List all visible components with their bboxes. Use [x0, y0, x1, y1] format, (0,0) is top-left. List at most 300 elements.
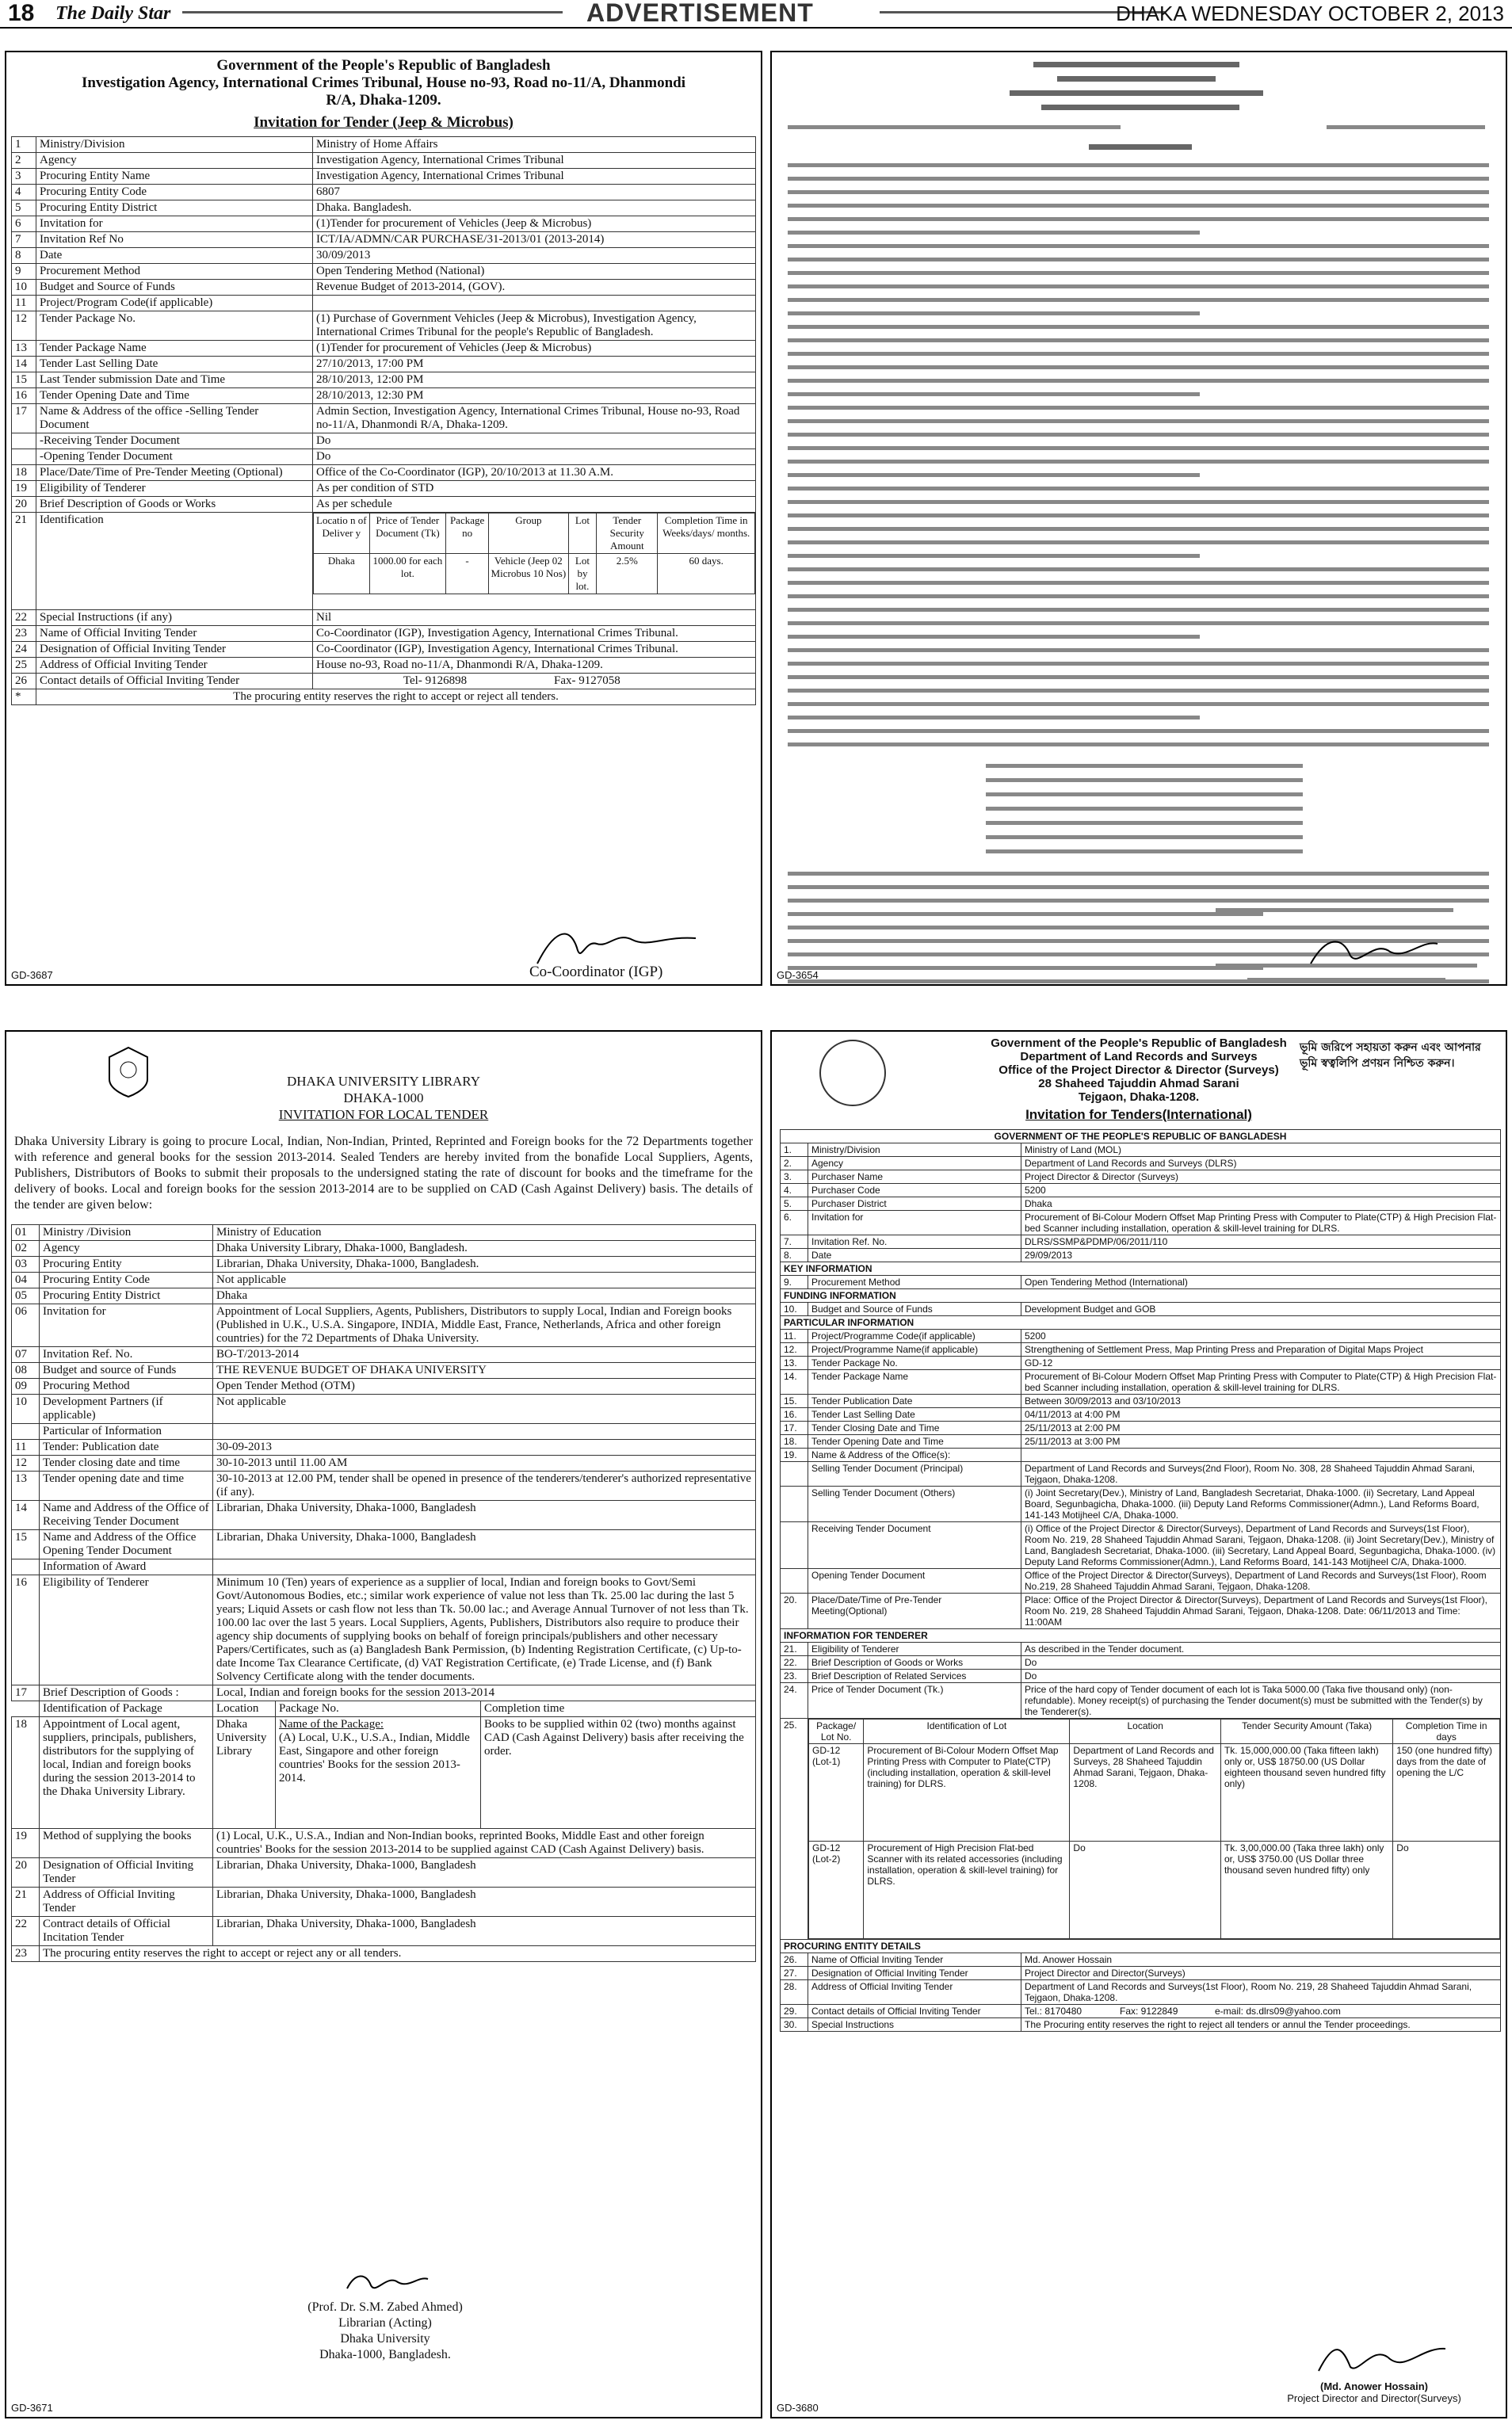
row-number: 08: [12, 1363, 40, 1379]
row-label: Purchaser Code: [808, 1184, 1021, 1197]
row-value: Co-Coordinator (IGP), Investigation Agency, International Crimes Tribunal.: [313, 626, 756, 642]
row-value: Dhaka: [213, 1288, 756, 1304]
ident-value: Dhaka: [314, 554, 370, 594]
row-label: Method of supplying the books: [40, 1829, 213, 1858]
row-label: Name of Official Inviting Tender: [808, 1953, 1021, 1967]
bengali-text-line: [788, 487, 1489, 491]
row-value: Project Director and Director(Surveys): [1021, 1967, 1501, 1980]
bengali-text-line: [986, 778, 1303, 782]
row-label: Development Partners (if applicable): [40, 1395, 213, 1424]
row-number: 24: [12, 642, 36, 658]
row-number: 7: [12, 232, 36, 248]
pkg-header: Package No.: [276, 1701, 481, 1716]
pkg-name-label: Name of the Package:: [279, 1718, 384, 1731]
table-row: [781, 1487, 1501, 1522]
table-row: [12, 465, 756, 481]
ad4-header-line: Office of the Project Director & Director (Surveys): [998, 1063, 1279, 1077]
university-logo-icon: [105, 1044, 152, 1100]
lot-cell: GD-12 (Lot-2): [809, 1842, 864, 1939]
row-value: Dhaka University Library, Dhaka-1000, Bangladesh.: [213, 1241, 756, 1257]
ad-land-records-tender: [770, 1030, 1507, 2418]
table-row: [781, 1184, 1501, 1197]
ad1-note-row: [12, 689, 756, 705]
table-row: [12, 1858, 756, 1888]
row-label: Purchaser Name: [808, 1170, 1021, 1184]
row-value: BO-T/2013-2014: [213, 1347, 756, 1363]
signature: [1311, 2339, 1453, 2379]
row-value: House no-93, Road no-11/A, Dhanmondi R/A, Dhaka-1209.: [313, 658, 756, 674]
gd-number: GD-3671: [11, 2402, 53, 2414]
row-value: [313, 674, 756, 689]
bengali-text-line: [788, 648, 1489, 652]
table-row: [12, 280, 756, 296]
bengali-text-line: [788, 231, 1200, 235]
bengali-text-line: [788, 662, 1489, 666]
bengali-text-line: [788, 177, 1489, 181]
row-label: Invitation Ref No: [36, 232, 313, 248]
row-label: Tender Last Selling Date: [36, 357, 313, 372]
identification-subtable: [313, 513, 755, 594]
bengali-text-line: [1216, 908, 1453, 912]
row-value: 30-10-2013 at 12.00 PM, tender shall be opened in presence of the tenderers/tenderer's authorized representative (if any).: [213, 1472, 756, 1501]
row-label: Opening Tender Document: [808, 1569, 1021, 1594]
ad4-slogan: [1300, 1040, 1498, 1071]
row-label: Contract details of Official Incitation Tender: [40, 1917, 213, 1946]
lot-cell: 150 (one hundred fifty) days from the date of opening the L/C: [1393, 1744, 1500, 1842]
signatory-title: Co-Coordinator (IGP): [529, 964, 663, 980]
row-number: 6.: [781, 1211, 808, 1235]
issue-date: DHAKA WEDNESDAY OCTOBER 2, 2013: [1116, 2, 1504, 25]
row-value: [313, 296, 756, 311]
row-label: Budget and Source of Funds: [808, 1303, 1021, 1316]
row-value: (1)Tender for procurement of Vehicles (Jeep & Microbus): [313, 341, 756, 357]
ad3-tender-table: [11, 1224, 756, 1962]
row-label: Project/Programme Code(if applicable): [808, 1330, 1021, 1343]
table-row: [781, 1670, 1501, 1683]
table-row: [12, 1288, 756, 1304]
row-number: 30.: [781, 2018, 808, 2032]
row-number: 9.: [781, 1276, 808, 1289]
table-row: [12, 296, 756, 311]
ident-value: Lot by lot.: [568, 554, 597, 594]
row-value: 27/10/2013, 17:00 PM: [313, 357, 756, 372]
table-row: [12, 1829, 756, 1858]
row-value: Not applicable: [213, 1273, 756, 1288]
row-number: [781, 1569, 808, 1594]
row-label: Brief Description of Related Services: [808, 1670, 1021, 1683]
bengali-text-line: [788, 446, 1489, 450]
row-number: [12, 449, 36, 465]
table-row: [12, 311, 756, 341]
ident-value: 1000.00 for each lot.: [369, 554, 446, 594]
bengali-text-line: [788, 433, 1489, 437]
bengali-text-line: [788, 406, 1489, 410]
row-number: 19: [12, 481, 36, 497]
table-row: [781, 1967, 1501, 1980]
bengali-text-line: [788, 365, 1489, 369]
row-label: Name and Address of the Office of Receiving Tender Document: [40, 1501, 213, 1530]
row-value: 28/10/2013, 12:30 PM: [313, 388, 756, 404]
row-value: Librarian, Dhaka University, Dhaka-1000, Bangladesh: [213, 1530, 756, 1559]
table-row: [781, 1449, 1501, 1462]
row-value: Procurement of Bi-Colour Modern Offset Map Printing Press with Computer to Plate(CTP) & High Precision Flat-bed Scanner including installation, operation & skill-level training for DLRS.: [1021, 1211, 1501, 1235]
table-row: [12, 200, 756, 216]
table-row: [781, 1522, 1501, 1569]
row-label: Project/Programme Name(if applicable): [808, 1343, 1021, 1357]
ident-header: Tender Security Amount: [597, 513, 658, 554]
bengali-text-line: [986, 764, 1303, 768]
tel-number: Tel- 9126898: [403, 674, 468, 687]
bengali-text-line: [788, 675, 1489, 679]
row-value: Md. Anower Hossain: [1021, 1953, 1501, 1967]
row-number: 05: [12, 1288, 40, 1304]
row-label: Tender Package Name: [36, 341, 313, 357]
row-number: 13: [12, 1472, 40, 1501]
row-number: 01: [12, 1225, 40, 1241]
email-address: e-mail: ds.dlrs09@yahoo.com: [1215, 2006, 1341, 2017]
ad4-header-line: Tejgaon, Dhaka-1208.: [1078, 1090, 1200, 1104]
row-number: 21: [12, 1888, 40, 1917]
bengali-text-line: [986, 849, 1303, 853]
row-number: 8: [12, 248, 36, 264]
row-number: 13.: [781, 1357, 808, 1370]
row-label: Brief Description of Goods or Works: [808, 1656, 1021, 1670]
ad3-title: INVITATION FOR LOCAL TENDER: [278, 1107, 489, 1122]
table-row: [781, 1330, 1501, 1343]
pkg-details: [213, 1717, 756, 1829]
lot-cell: Do: [1393, 1842, 1500, 1939]
row-value: 04/11/2013 at 4:00 PM: [1021, 1408, 1501, 1422]
row-value: Between 30/09/2013 and 03/10/2013: [1021, 1395, 1501, 1408]
table-row: [12, 232, 756, 248]
row-number: 04: [12, 1273, 40, 1288]
row-number: 11: [12, 296, 36, 311]
bengali-text-line: [788, 190, 1489, 194]
row-number: [12, 1701, 40, 1717]
lot-table-cell: [808, 1719, 1501, 1940]
table-row: [12, 1530, 756, 1559]
row-label: Address of Official Inviting Tender: [36, 658, 313, 674]
row-number: [781, 1487, 808, 1522]
row-label: Ministry/Division: [808, 1143, 1021, 1157]
row-value: 30-09-2013: [213, 1440, 756, 1456]
lot-cell: Do: [1070, 1842, 1221, 1939]
row-value: Ministry of Home Affairs: [313, 137, 756, 153]
row-label: Purchaser District: [808, 1197, 1021, 1211]
table-row: [12, 404, 756, 433]
ad3-note-row: [12, 1946, 756, 1962]
table-row: [12, 626, 756, 642]
row-value: Dhaka. Bangladesh.: [313, 200, 756, 216]
table-row: [781, 1316, 1501, 1330]
section-heading: INFORMATION FOR TENDERER: [781, 1629, 1501, 1643]
row-label: Tender Package No.: [36, 311, 313, 341]
pkg-completion: Books to be supplied within 02 (two) months against CAD (Cash Against Delivery) basis after receiving the order.: [481, 1717, 756, 1828]
table-row: [12, 372, 756, 388]
ad1-identification-row: [12, 513, 756, 610]
bengali-text-line: [788, 912, 1263, 916]
bengali-text-line: [788, 311, 1200, 315]
row-number: 8.: [781, 1249, 808, 1262]
slogan-line: ভূমি স্বত্বলিপি প্রণয়ন নিশ্চিত করুন।: [1300, 1057, 1455, 1070]
row-label: Tender: Publication date: [40, 1440, 213, 1456]
row-number: 17: [12, 404, 36, 433]
row-label: Tender Opening Date and Time: [808, 1435, 1021, 1449]
section-heading: PROCURING ENTITY DETAILS: [781, 1940, 1501, 1953]
row-label: Agency: [36, 153, 313, 169]
bengali-text-line: [788, 885, 1489, 889]
table-row: [12, 388, 756, 404]
ident-value: Vehicle (Jeep 02 Microbus 10 Nos): [489, 554, 569, 594]
row-value: [213, 1559, 756, 1575]
bengali-text-line: [788, 338, 1489, 342]
ident-value: 60 days.: [658, 554, 755, 594]
bengali-text-line: [788, 608, 1489, 612]
bengali-text-line: [788, 742, 1489, 746]
pkg-header: Location: [216, 1702, 259, 1715]
row-value: Open Tendering Method (National): [313, 264, 756, 280]
row-number: 6: [12, 216, 36, 232]
row-number: 18.: [781, 1435, 808, 1449]
bengali-text-line: [788, 271, 1489, 275]
table-row: [12, 264, 756, 280]
table-row: [781, 1235, 1501, 1249]
row-number: 10: [12, 280, 36, 296]
bengali-text-line: [788, 899, 1489, 903]
pkg-identification: Appointment of Local agent, suppliers, principals, publishers, distributors for the supplying of local, Indian and foreign books during the session 2013-2014 to the Dhaka University Library.: [40, 1717, 213, 1829]
row-value: Dhaka: [1021, 1197, 1501, 1211]
ad4-contact-row: [781, 2005, 1501, 2018]
bengali-text-line: [1247, 978, 1445, 982]
lot-table: [808, 1719, 1500, 1939]
table-row: [12, 1685, 756, 1701]
ad-tender-jeep-microbus: [5, 51, 762, 986]
table-row: [781, 1211, 1501, 1235]
row-label: Eligibility of Tenderer: [808, 1643, 1021, 1656]
row-value: 5200: [1021, 1330, 1501, 1343]
table-row: [781, 1435, 1501, 1449]
row-number: 15: [12, 1530, 40, 1559]
bengali-text-line: [788, 244, 1489, 248]
row-number: 14: [12, 357, 36, 372]
row-value: 30/09/2013: [313, 248, 756, 264]
bengali-text-line: [788, 125, 1121, 129]
row-number: [12, 433, 36, 449]
row-label: Name & Address of the Office(s):: [808, 1449, 1021, 1462]
row-value: Revenue Budget of 2013-2014, (GOV).: [313, 280, 756, 296]
ad1-tender-table: [11, 136, 756, 705]
row-number: 10.: [781, 1303, 808, 1316]
pkg-name-text: (A) Local, U.K., U.S.A., Indian, Middle East, Singapore and other foreign countries' Books for the session 2013-2014.: [279, 1731, 470, 1785]
row-number: 1.: [781, 1143, 808, 1157]
row-value: 5200: [1021, 1184, 1501, 1197]
row-label: Invitation for: [808, 1211, 1021, 1235]
table-row: [12, 497, 756, 513]
row-label: Procuring Entity Code: [36, 185, 313, 200]
row-value: 25/11/2013 at 3:00 PM: [1021, 1435, 1501, 1449]
table-row: [12, 449, 756, 465]
ad3-header-line: DHAKA-1000: [343, 1090, 424, 1105]
lot-cell: Tk. 15,000,000.00 (Taka fifteen lakh) only or, US$ 18750.00 (US Dollar eighteen thousand seven hundred fifty only): [1220, 1744, 1392, 1842]
row-value: (i) Office of the Project Director & Director(Surveys), Department of Land Records and Surveys(1st Floor), Room No. 219, 28 Shaheed Tajuddin Ahmad Sarani, Tejgaon, Dhaka-1208. (ii) Joint Secretary(Dev.), Ministry of Land, Bangladesh Secretariat, Dhaka-1000. (iii) Secretary, Land Appeal Board, Segunbagicha, Dhaka-1000. (iv) Deputy Land Reforms Commissioner(Admn.), Land Reforms Board, 141-143 Motijheel C/A, Dhaka-1000.: [1021, 1522, 1501, 1569]
bengali-text-line: [788, 581, 1489, 585]
table-row: [781, 1408, 1501, 1422]
signatory-name: (Prof. Dr. S.M. Zabed Ahmed): [307, 2300, 463, 2314]
bengali-text-line: [1089, 144, 1192, 150]
ad4-title: Invitation for Tenders(International): [1025, 1107, 1252, 1122]
row-value: The Procuring entity reserves the right to reject all tenders or annul the Tender proceedings.: [1021, 2018, 1501, 2032]
page-number: 18: [8, 0, 35, 26]
row-number: [781, 1462, 808, 1487]
row-label: Budget and Source of Funds: [36, 280, 313, 296]
bengali-text-line: [788, 473, 1200, 477]
bengali-text-line: [788, 204, 1489, 208]
row-label: Eligibility of Tenderer: [36, 481, 313, 497]
row-number: 24.: [781, 1683, 808, 1719]
lot-header: Completion Time in days: [1393, 1720, 1500, 1744]
row-number: 18: [12, 1717, 40, 1829]
row-number: 20.: [781, 1594, 808, 1629]
row-number: 15.: [781, 1395, 808, 1408]
bengali-text-line: [788, 926, 1489, 930]
section-heading: FUNDING INFORMATION: [781, 1289, 1501, 1303]
ident-header: Price of Tender Document (Tk): [369, 513, 446, 554]
bengali-text-line: [1010, 90, 1263, 96]
masthead-divider: [0, 27, 1512, 29]
table-row: [12, 248, 756, 264]
table-row: [781, 1157, 1501, 1170]
row-label: Invitation for: [36, 216, 313, 232]
row-label: Procuring Entity Name: [36, 169, 313, 185]
ident-header: Locatio n of Deliver y: [314, 513, 370, 554]
row-number: 7.: [781, 1235, 808, 1249]
bengali-text-line: [788, 689, 1489, 693]
row-label: Place/Date/Time of Pre-Tender Meeting (Optional): [36, 465, 313, 481]
section-title: ADVERTISEMENT: [586, 0, 814, 27]
ad1-header-line: Investigation Agency, International Crimes Tribunal, House no-93, Road no-11/A, Dhanmondi: [81, 74, 686, 91]
row-number: 12.: [781, 1343, 808, 1357]
ad1-header-line: R/A, Dhaka-1209.: [326, 92, 441, 109]
row-label: Budget and source of Funds: [40, 1363, 213, 1379]
table-row: [781, 1656, 1501, 1670]
row-value: Librarian, Dhaka University, Dhaka-1000, Bangladesh.: [213, 1257, 756, 1273]
table-row: [12, 1225, 756, 1241]
bengali-text-line: [788, 460, 1489, 464]
row-number: 16: [12, 388, 36, 404]
row-label: Procuring Entity District: [40, 1288, 213, 1304]
table-row: [12, 1241, 756, 1257]
bengali-text-line: [788, 284, 1489, 288]
table-row: [781, 1357, 1501, 1370]
bengali-text-line: [788, 217, 1489, 221]
row-number: 22: [12, 610, 36, 626]
row-number: 17.: [781, 1422, 808, 1435]
row-label: Last Tender submission Date and Time: [36, 372, 313, 388]
table-row: [781, 1422, 1501, 1435]
row-label: Brief Description of Goods :: [40, 1685, 213, 1701]
row-label: Information of Award: [40, 1559, 213, 1575]
row-number: 1: [12, 137, 36, 153]
row-value: [1021, 2005, 1501, 2018]
table-row: [781, 1594, 1501, 1629]
row-number: 17: [12, 1685, 40, 1701]
row-label: Eligibility of Tenderer: [40, 1575, 213, 1685]
row-label: Invitation for: [40, 1304, 213, 1347]
lot-cell: Procurement of Bi-Colour Modern Offset Map Printing Press with Computer to Plate(CTP)(including installation, operation & skill-level training) for DLRS.: [864, 1744, 1070, 1842]
bengali-text-line: [1041, 105, 1239, 110]
row-value: Open Tendering Method (International): [1021, 1276, 1501, 1289]
row-value: As per schedule: [313, 497, 756, 513]
ad4-special-row: [781, 2018, 1501, 2032]
fax-number: Fax: 9122849: [1120, 2006, 1178, 2017]
row-number: 03: [12, 1257, 40, 1273]
table-row: [12, 185, 756, 200]
table-row: [781, 1249, 1501, 1262]
row-label: Ministry /Division: [40, 1225, 213, 1241]
row-value: Office of the Co-Coordinator (IGP), 20/10/2013 at 11.30 A.M.: [313, 465, 756, 481]
row-value: Ministry of Education: [213, 1225, 756, 1241]
table-row: [781, 1643, 1501, 1656]
row-value: Open Tender Method (OTM): [213, 1379, 756, 1395]
bengali-text-line: [1057, 76, 1216, 82]
row-label: Receiving Tender Document: [808, 1522, 1021, 1569]
signature: [1303, 932, 1445, 972]
row-number: 12: [12, 1456, 40, 1472]
row-value: Strengthening of Settlement Press, Map Printing Press and Preparation of Digital Maps Project: [1021, 1343, 1501, 1357]
tel-number: Tel.: 8170480: [1025, 2006, 1082, 2017]
row-label: Special Instructions: [808, 2018, 1021, 2032]
table-row: [12, 610, 756, 626]
row-number: 2: [12, 153, 36, 169]
signatory-address: Dhaka-1000, Bangladesh.: [319, 2348, 451, 2361]
bengali-text-line: [788, 163, 1489, 167]
row-number: 2.: [781, 1157, 808, 1170]
signature: [339, 2268, 434, 2296]
row-value: DLRS/SSMP&PDMP/06/2011/110: [1021, 1235, 1501, 1249]
row-number: 4.: [781, 1184, 808, 1197]
row-value: GD-12: [1021, 1357, 1501, 1370]
row-label: Address of Official Inviting Tender: [808, 1980, 1021, 2005]
lot-row: [809, 1842, 1500, 1939]
row-number: 16: [12, 1575, 40, 1685]
row-number: 19.: [781, 1449, 808, 1462]
row-label: Procuring Method: [40, 1379, 213, 1395]
row-value: Librarian, Dhaka University, Dhaka-1000, Bangladesh: [213, 1888, 756, 1917]
row-label: Procuring Entity Code: [40, 1273, 213, 1288]
row-value: (1)Tender for procurement of Vehicles (Jeep & Microbus): [313, 216, 756, 232]
row-label: Name and Address of the Office Opening Tender Document: [40, 1530, 213, 1559]
pkg-location: Dhaka University Library: [216, 1718, 267, 1758]
row-number: 3.: [781, 1170, 808, 1184]
ad1-header-line: Government of the People's Republic of Bangladesh: [216, 57, 551, 74]
row-value: Librarian, Dhaka University, Dhaka-1000, Bangladesh: [213, 1917, 756, 1946]
bengali-text-line: [788, 635, 1200, 639]
row-label: Tender Package No.: [808, 1357, 1021, 1370]
row-number: 09: [12, 1379, 40, 1395]
row-value: (1) Purchase of Government Vehicles (Jeep & Microbus), Investigation Agency, International Crimes Tribunal for the people's Republic of Bangladesh.: [313, 311, 756, 341]
row-value: Project Director & Director (Surveys): [1021, 1170, 1501, 1184]
table-row: [12, 169, 756, 185]
row-label: Contact details of Official Inviting Tender: [36, 674, 313, 689]
row-label: Invitation Ref. No.: [40, 1347, 213, 1363]
government-seal-icon: [819, 1040, 886, 1106]
bengali-text-line: [788, 298, 1489, 302]
row-label: Address of Official Inviting Tender: [40, 1888, 213, 1917]
ad3-signatory: [6, 2300, 762, 2363]
row-number: 25.: [781, 1719, 808, 1940]
ad-bengali-admission-notice: [770, 51, 1507, 986]
ident-header: Group: [489, 513, 569, 554]
